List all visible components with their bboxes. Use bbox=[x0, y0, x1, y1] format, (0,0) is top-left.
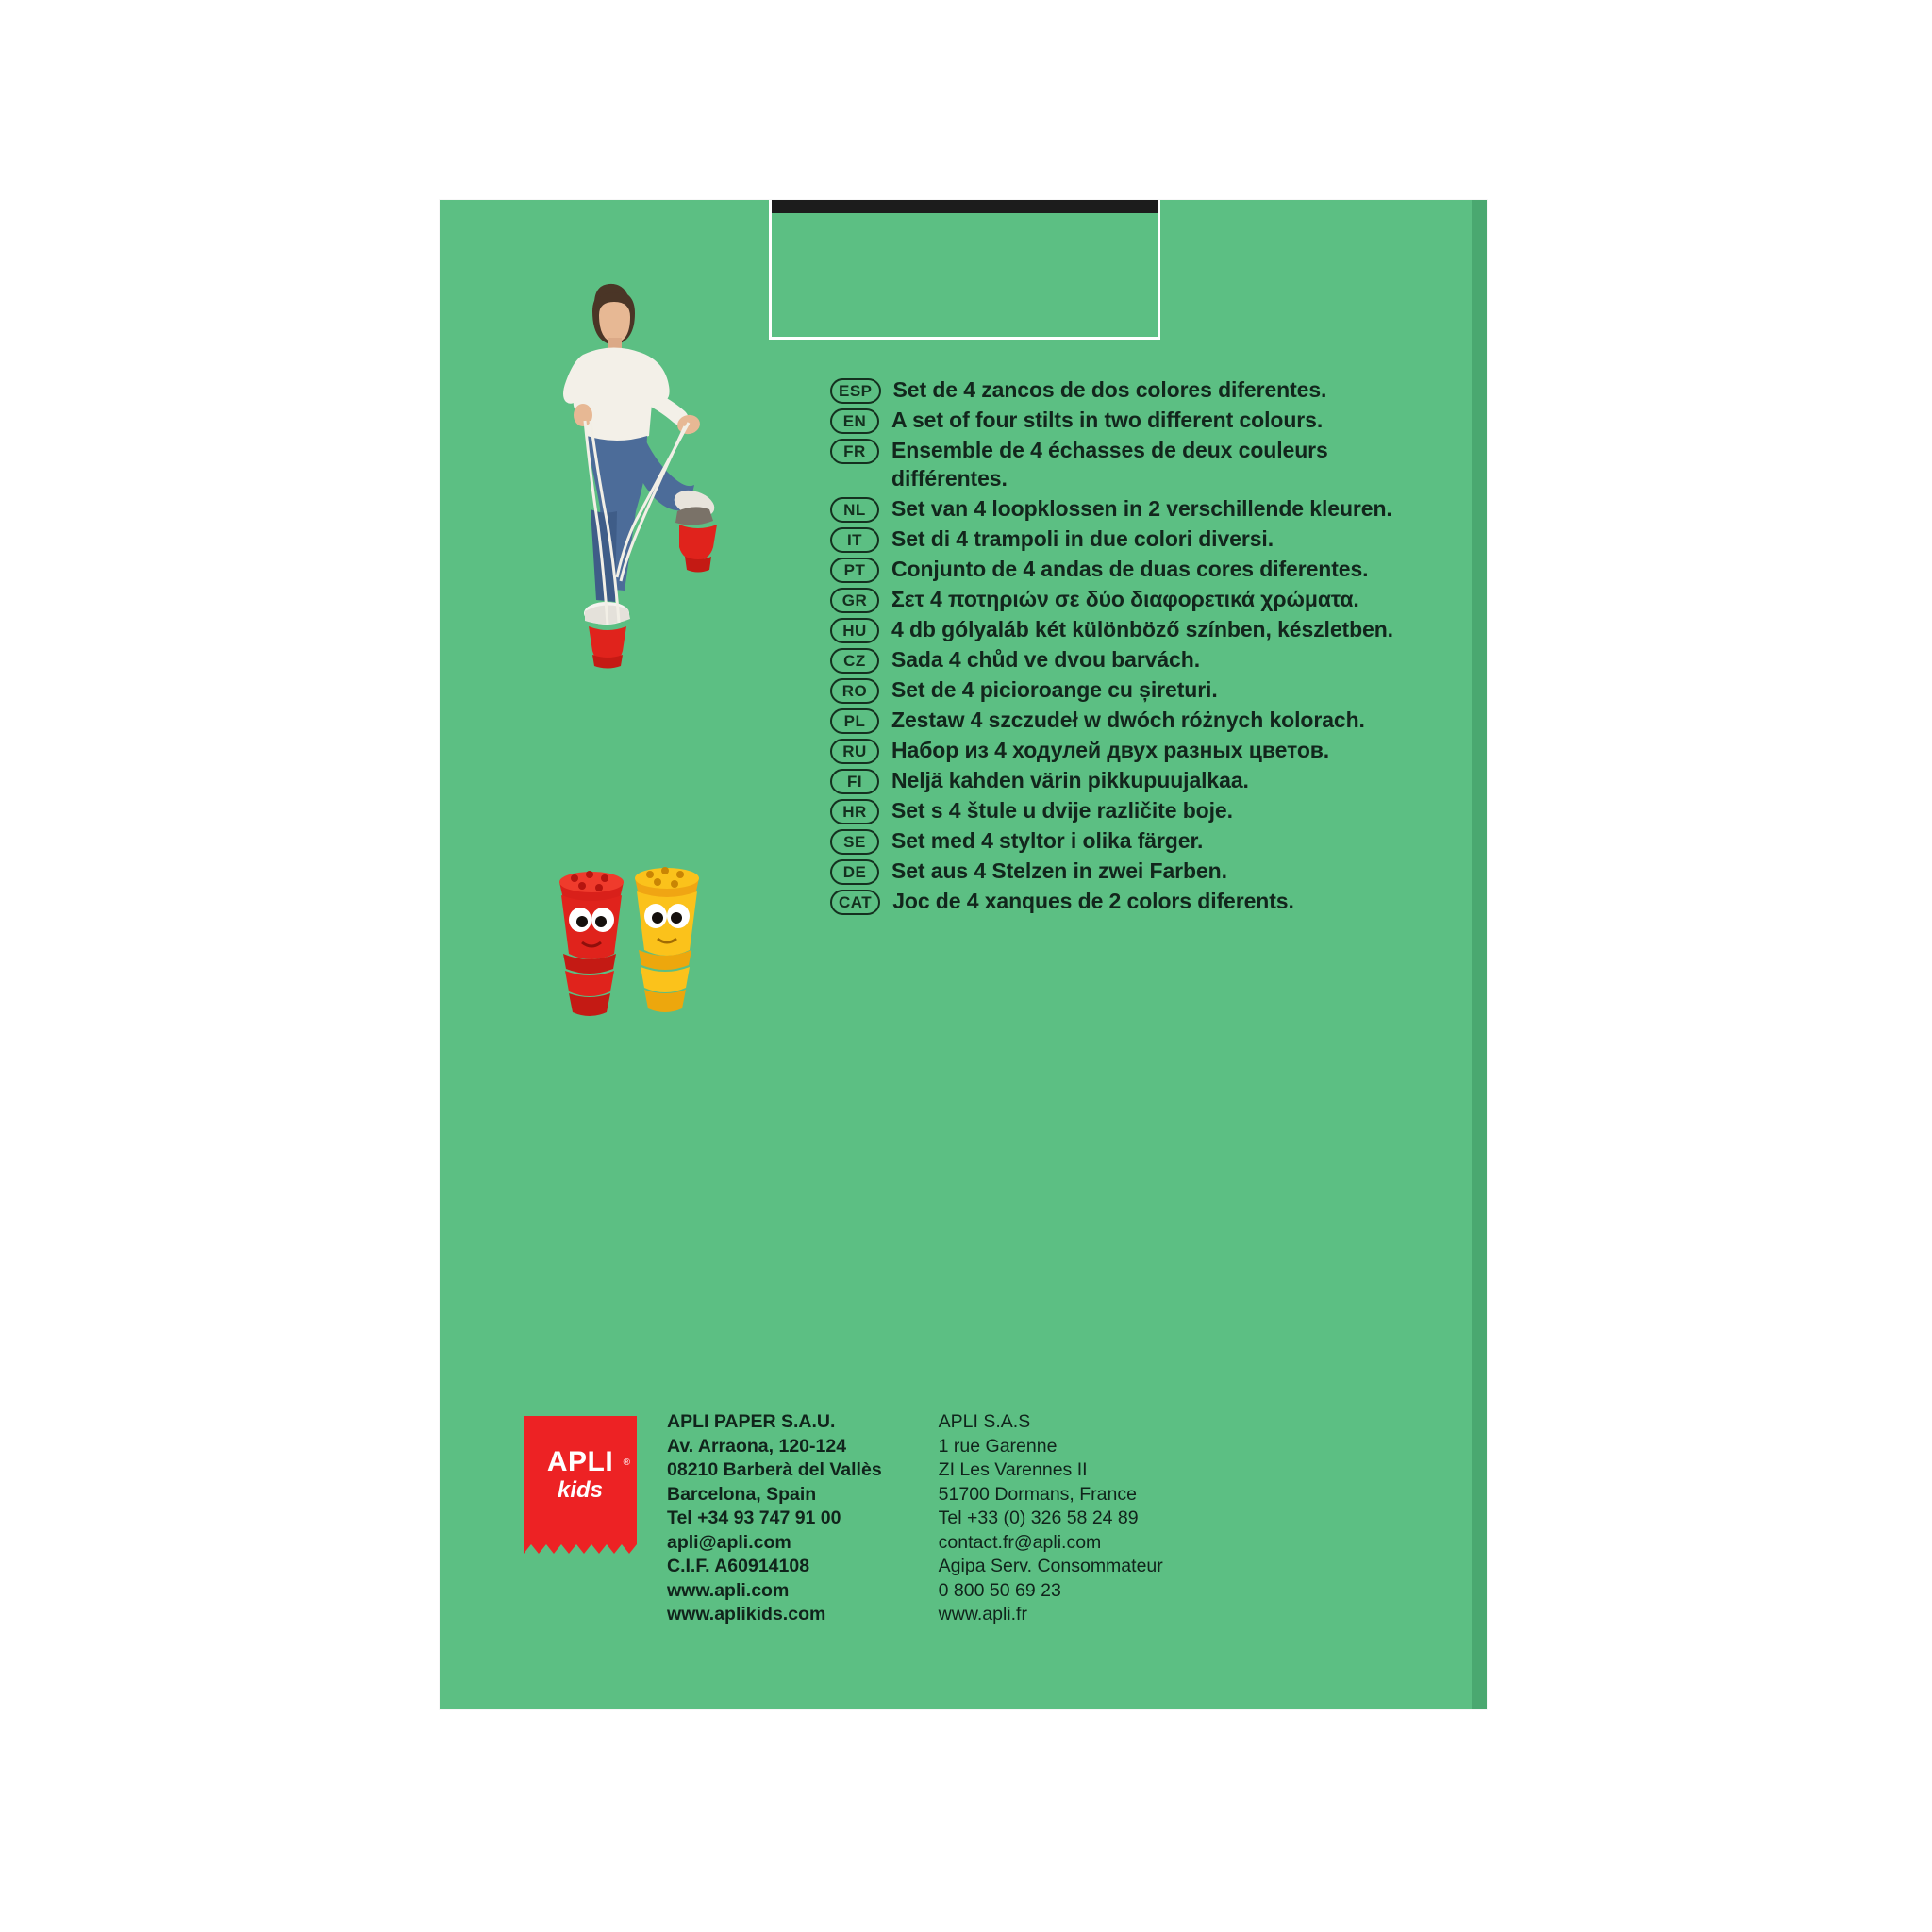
language-description: Set aus 4 Stelzen in zwei Farben. bbox=[891, 858, 1227, 883]
address-line: APLI PAPER S.A.U. bbox=[667, 1411, 836, 1432]
email-link-spain[interactable]: apli@apli.com bbox=[667, 1531, 791, 1553]
language-code-badge: CAT bbox=[830, 890, 880, 915]
language-description: Joc de 4 xanques de 2 colors diferents. bbox=[892, 889, 1294, 913]
language-code-badge: ESP bbox=[830, 378, 881, 404]
language-code-badge: SE bbox=[830, 829, 879, 855]
language-code-badge: NL bbox=[830, 497, 879, 523]
address-line: Barcelona, Spain bbox=[667, 1483, 817, 1505]
phone-number-france: 0 800 50 69 23 bbox=[938, 1579, 1061, 1601]
list-item bbox=[830, 675, 1434, 704]
logo-zigzag-edge bbox=[524, 1542, 637, 1554]
language-description: 4 db gólyaláb két különböző színben, készletben. bbox=[891, 617, 1393, 641]
address-line: C.I.F. A60914108 bbox=[667, 1556, 810, 1576]
website-link-apli-fr[interactable]: www.apli.fr bbox=[938, 1604, 1027, 1624]
website-link-aplikids[interactable]: www.aplikids.com bbox=[667, 1604, 826, 1624]
language-code-badge: FI bbox=[830, 769, 879, 794]
address-line: ZI Les Varennes II bbox=[938, 1459, 1088, 1480]
registered-trademark-symbol: ® bbox=[623, 1457, 630, 1468]
language-code-badge: HR bbox=[830, 799, 879, 824]
language-description: Set de 4 zancos de dos colores diferentes. bbox=[892, 377, 1327, 402]
language-description: Набор из 4 ходулей двух разных цветов. bbox=[891, 738, 1330, 762]
address-column-spain bbox=[667, 1410, 882, 1627]
email-link-france[interactable]: contact.fr@apli.com bbox=[938, 1531, 1102, 1553]
language-code-badge: EN bbox=[830, 408, 879, 434]
language-description: Conjunto de 4 andas de duas cores diferentes. bbox=[891, 557, 1369, 581]
list-item bbox=[830, 645, 1434, 674]
address-line: Av. Arraona, 120-124 bbox=[667, 1435, 847, 1457]
language-description: Ensemble de 4 échasses de deux couleurs différentes. bbox=[891, 438, 1328, 491]
language-code-badge: PT bbox=[830, 558, 879, 583]
footer-contact-block bbox=[524, 1410, 1429, 1627]
list-item bbox=[830, 525, 1434, 553]
address-line: Tel +34 93 747 91 00 bbox=[667, 1507, 841, 1528]
box-right-edge bbox=[1472, 200, 1487, 1709]
list-item bbox=[830, 375, 1434, 404]
address-line: APLI S.A.S bbox=[938, 1411, 1031, 1432]
list-item bbox=[830, 436, 1434, 492]
list-item bbox=[830, 766, 1434, 794]
language-description: Σετ 4 ποτηριών σε δύο διαφορετικά χρώματα. bbox=[891, 587, 1359, 611]
language-code-badge: GR bbox=[830, 588, 879, 613]
language-code-badge: HU bbox=[830, 618, 879, 643]
language-code-badge: CZ bbox=[830, 648, 879, 674]
logo-brand-text: APLI bbox=[546, 1445, 614, 1477]
hang-tab-outline bbox=[769, 200, 1160, 340]
address-column-france bbox=[939, 1410, 1163, 1627]
list-item bbox=[830, 887, 1434, 915]
language-description: Neljä kahden värin pikkupuujalkaa. bbox=[891, 768, 1249, 792]
address-line: 1 rue Garenne bbox=[938, 1435, 1058, 1457]
apli-kids-logo bbox=[524, 1416, 637, 1543]
list-item bbox=[830, 706, 1434, 734]
child-with-stilts-photo bbox=[509, 274, 811, 840]
list-item bbox=[830, 615, 1434, 643]
list-item bbox=[830, 857, 1434, 885]
address-line: 51700 Dormans, France bbox=[938, 1483, 1137, 1505]
language-description: Set van 4 loopklossen in 2 verschillende kleuren. bbox=[891, 496, 1392, 521]
multilingual-description-list bbox=[830, 375, 1434, 917]
website-link-apli[interactable]: www.apli.com bbox=[667, 1579, 790, 1601]
language-code-badge: PL bbox=[830, 708, 879, 734]
language-code-badge: IT bbox=[830, 527, 879, 553]
list-item bbox=[830, 406, 1434, 434]
list-item bbox=[830, 555, 1434, 583]
language-code-badge: FR bbox=[830, 439, 879, 464]
list-item bbox=[830, 796, 1434, 824]
language-description: Set di 4 trampoli in due colori diversi. bbox=[891, 526, 1274, 551]
list-item bbox=[830, 494, 1434, 523]
language-code-badge: RO bbox=[830, 678, 879, 704]
list-item bbox=[830, 826, 1434, 855]
list-item bbox=[830, 585, 1434, 613]
language-description: Sada 4 chůd ve dvou barvách. bbox=[891, 647, 1200, 672]
address-line: Agipa Serv. Consommateur bbox=[938, 1556, 1163, 1576]
list-item bbox=[830, 736, 1434, 764]
language-description: Set s 4 štule u dvije različite boje. bbox=[891, 798, 1233, 823]
address-line: Tel +33 (0) 326 58 24 89 bbox=[938, 1507, 1139, 1528]
language-description: Set med 4 styltor i olika färger. bbox=[891, 828, 1204, 853]
language-description: Zestaw 4 szczudeł w dwóch różnych kolorach. bbox=[891, 708, 1365, 732]
language-code-badge: DE bbox=[830, 859, 879, 885]
address-line: 08210 Barberà del Vallès bbox=[667, 1459, 882, 1480]
language-code-badge: RU bbox=[830, 739, 879, 764]
language-description: A set of four stilts in two different colours. bbox=[891, 408, 1324, 432]
language-description: Set de 4 picioroange cu șireturi. bbox=[891, 677, 1218, 702]
logo-sub-text: kids bbox=[557, 1476, 604, 1503]
stilts-product-photo bbox=[524, 854, 788, 1090]
